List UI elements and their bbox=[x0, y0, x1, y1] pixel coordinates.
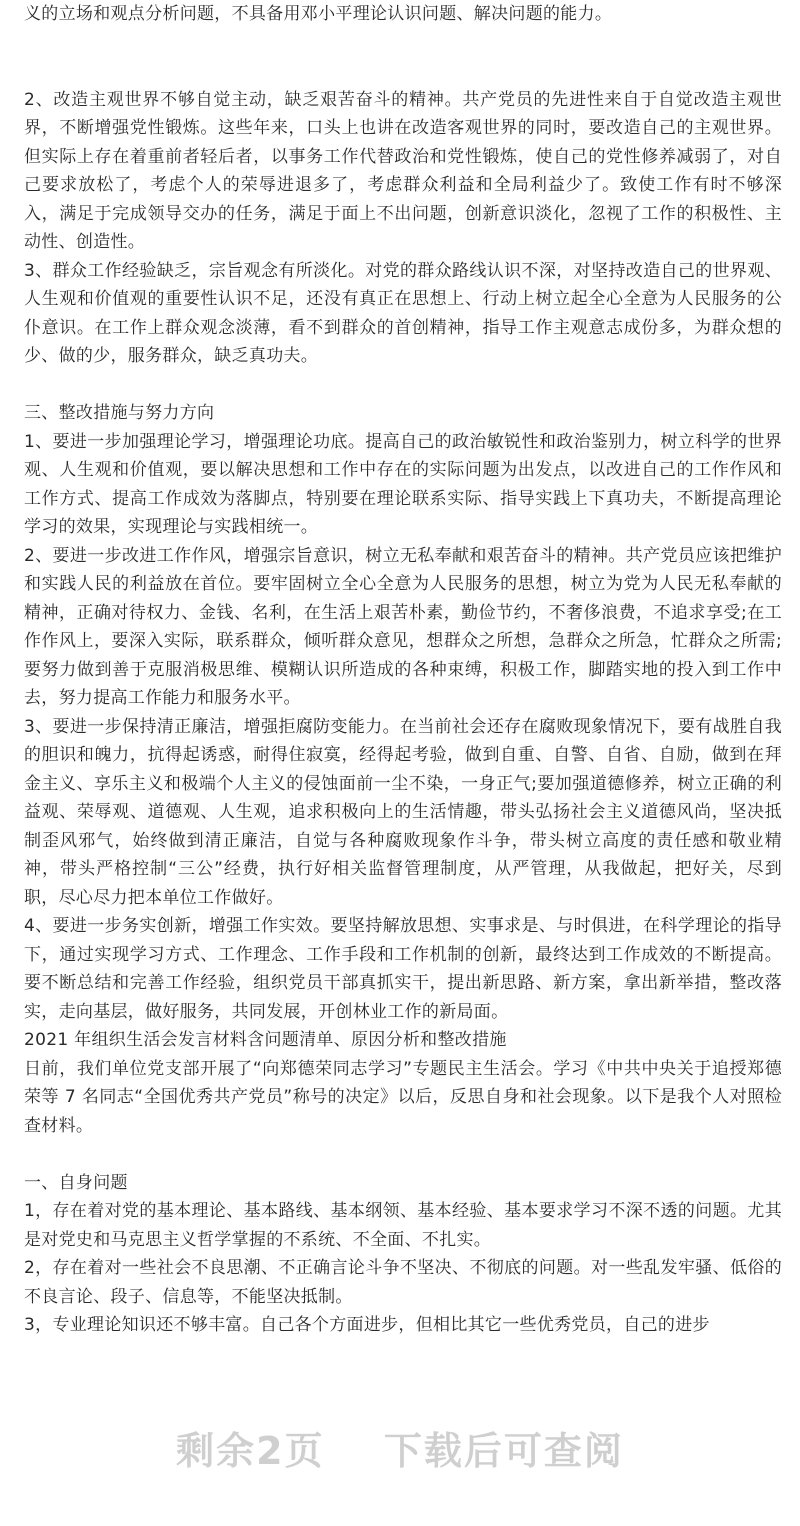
spacer bbox=[24, 29, 782, 86]
paragraph-b-intro: 日前，我们单位党支部开展了“向郑德荣同志学习”专题民主生活会。学习《中共中央关于追授郑德荣等 7 名同志“全国优秀共产党员”称号的决定》以后，反思自身和社会现象。以下是我个人对照检查材料。 bbox=[24, 1058, 782, 1136]
paragraph-b-4: 4、要进一步务实创新，增强工作实效。要坚持解放思想、实事求是、与时俱进，在科学理论的指导下，通过实现学习方式、工作理念、工作手段和工作机制的创新，最终达到工作成效的不断提高。要不断总结和完善工作经验，组织党员干部真抓实干，提出新思路、新方案，拿出新举措，整改落实，走向基层，做好服务，共同发展，开创林业工作的新局面。 bbox=[24, 916, 782, 1022]
section-title-self-problems: 一、自身问题 bbox=[24, 1172, 128, 1193]
paragraph-a-2: 3、群众工作经验缺乏，宗旨观念有所淡化。对党的群众路线认识不深，对坚持改造自己的世界观、人生观和价值观的重要性认识不足，还没有真正在思想上、行动上树立起全心全意为人民服务的公仆意识。在工作上群众观念淡薄，看不到群众的首创精神，指导工作主观意志成份多，为群众想的少、做的少，服务群众，缺乏真功夫。 bbox=[24, 260, 782, 366]
download-prompt[interactable] bbox=[0, 1420, 800, 1475]
paragraph-b-3: 3、要进一步保持清正廉洁，增强拒腐防变能力。在当前社会还存在腐败现象情况下，要有战胜自我的胆识和魄力，抗得起诱惑，耐得住寂寞，经得起考验，做到自重、自警、自省、自励，做到在拜金主义、享乐主义和极端个人主义的侵蚀面前一尘不染，一身正气;要加强道德修养，树立正确的利益观、荣辱观、道德观、人生观，追求积极向上的生活情趣，带头弘扬社会主义道德风尚，坚决抵制歪风邪气，始终做到清正廉洁，自觉与各种腐败现象作斗争，带头树立高度的责任感和敬业精神，带头严格控制“三公”经费，执行好相关监督管理制度，从严管理，从我做起，把好关，尽到职，尽心尽力把本单位工作做好。 bbox=[24, 716, 782, 908]
paragraph-b-2: 2、要进一步改进工作作风，增强宗旨意识，树立无私奉献和艰苦奋斗的精神。共产党员应该把维护和实践人民的利益放在首位。要牢固树立全心全意为人民服务的思想，树立为党为人民无私奉献的精神，正确对待权力、金钱、名利，在生活上艰苦朴素，勤俭节约，不奢侈浪费，不追求享受;在工作作风上，要深入实际，联系群众，倾听群众意见，想群众之所想，急群众之所急，忙群众之所需;要努力做到善于克服消极思维、模糊认识所造成的各种束缚，积极工作，脚踏实地的投入到工作中去，努力提高工作能力和服务水平。 bbox=[24, 545, 782, 708]
paragraph-c-2: 2，存在着对一些社会不良思潮、不正确言论斗争不坚决、不彻底的问题。对一些乱发牢骚、低俗的不良言论、段子、信息等，不能坚决抵制。 bbox=[24, 1258, 782, 1307]
document-subtitle: 2021 年组织生活会发言材料含问题清单、原因分析和整改措施 bbox=[24, 1030, 507, 1050]
paragraph-c-3: 3，专业理论知识还不够丰富。自己各个方面进步，但相比其它一些优秀党员，自己的进步 bbox=[24, 1315, 710, 1335]
download-to-view-label[interactable]: 下载后可查阅 bbox=[383, 1429, 624, 1473]
spacer bbox=[24, 1140, 782, 1169]
remaining-pages-label[interactable]: 剩余2页 bbox=[176, 1429, 325, 1473]
paragraph-b-1: 1、要进一步加强理论学习，增强理论功底。提高自己的政治敏锐性和政治鉴别力，树立科学的世界观、人生观和价值观，要以解决思想和工作中存在的实际问题为出发点，以改进自己的工作作风和工作方式、提高工作成效为落脚点，特别要在理论联系实际、指导实践上下真功夫，不断提高理论学习的效果，实现理论与实践相统一。 bbox=[24, 431, 782, 537]
section-title-rectification: 三、整改措施与努力方向 bbox=[24, 403, 215, 423]
spacer bbox=[24, 371, 782, 400]
paragraph-top-partial: 义的立场和观点分析问题，不具备用邓小平理论认识问题、解决问题的能力。 bbox=[24, 4, 613, 24]
document-body bbox=[24, 0, 782, 1350]
paragraph-a-1: 2、改造主观世界不够自觉主动，缺乏艰苦奋斗的精神。共产党员的先进性来自于自觉改造主观世界，不断增强党性锻炼。这些年来，口头上也讲在改造客观世界的同时，要改造自己的主观世界。但实际上存在着重前者轻后者，以事务工作代替政治和党性锻炼，使自己的党性修养减弱了，对自己要求放松了，考虑个人的荣辱进退多了，考虑群众利益和全局利益少了。致使工作有时不够深入，满足于完成领导交办的任务，满足于面上不出问题，创新意识淡化，忽视了工作的积极性、主动性、创造性。 bbox=[24, 89, 782, 252]
paragraph-c-1: 1，存在着对党的基本理论、基本路线、基本纲领、基本经验、基本要求学习不深不透的问题。尤其是对党史和马克思主义哲学掌握的不系统、不全面、不扎实。 bbox=[24, 1201, 782, 1250]
